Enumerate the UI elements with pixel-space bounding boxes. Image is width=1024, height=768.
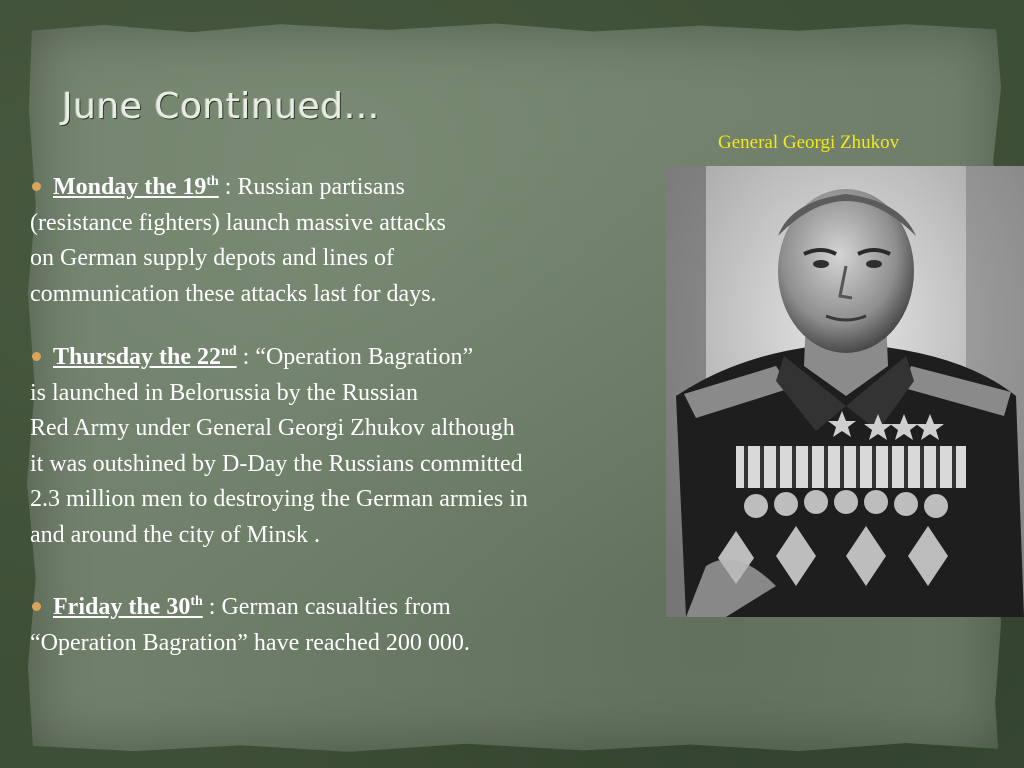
bullet-text-line: 2.3 million men to destroying the German armies in [30, 486, 528, 512]
bullet-text-line: Red Army under General Georgi Zhukov although [30, 415, 515, 441]
bullet-item-thursday [30, 340, 528, 553]
portrait-photo [666, 166, 1024, 617]
bullet-text-line: communication these attacks last for days. [30, 280, 437, 307]
bullet-text-line: and around the city of Minsk . [30, 521, 320, 548]
bullet-text-line: : German casualties from [202, 594, 451, 620]
slide-title: June Continued… [62, 86, 381, 127]
bullet-dot-icon [32, 182, 41, 191]
bullet-text-line: : Russian partisans [218, 174, 405, 200]
bullet-text-line: it was outshined by D-Day the Russians committed [30, 450, 523, 477]
bullet-item-monday [30, 170, 446, 312]
bullet-heading: Thursday the 22nd [53, 344, 237, 370]
bullet-heading: Monday the 19th [53, 174, 219, 200]
bullet-text-line: : “Operation Bagration” [236, 344, 474, 370]
bullet-dot-icon [32, 352, 41, 361]
bullet-text-line: (resistance fighters) launch massive attacks [30, 209, 446, 236]
bullet-item-friday [30, 590, 470, 661]
bullet-text-line: is launched in Belorussia by the Russian [30, 379, 418, 406]
bullet-heading: Friday the 30th [53, 594, 203, 620]
bullet-text-line: on German supply depots and lines of [30, 245, 394, 271]
portrait-photo-icon [666, 166, 1024, 617]
bullet-text-line: “Operation Bagration” have reached 200 000. [30, 629, 470, 656]
bullet-dot-icon [32, 602, 41, 611]
photo-caption: General Georgi Zhukov [718, 132, 900, 153]
